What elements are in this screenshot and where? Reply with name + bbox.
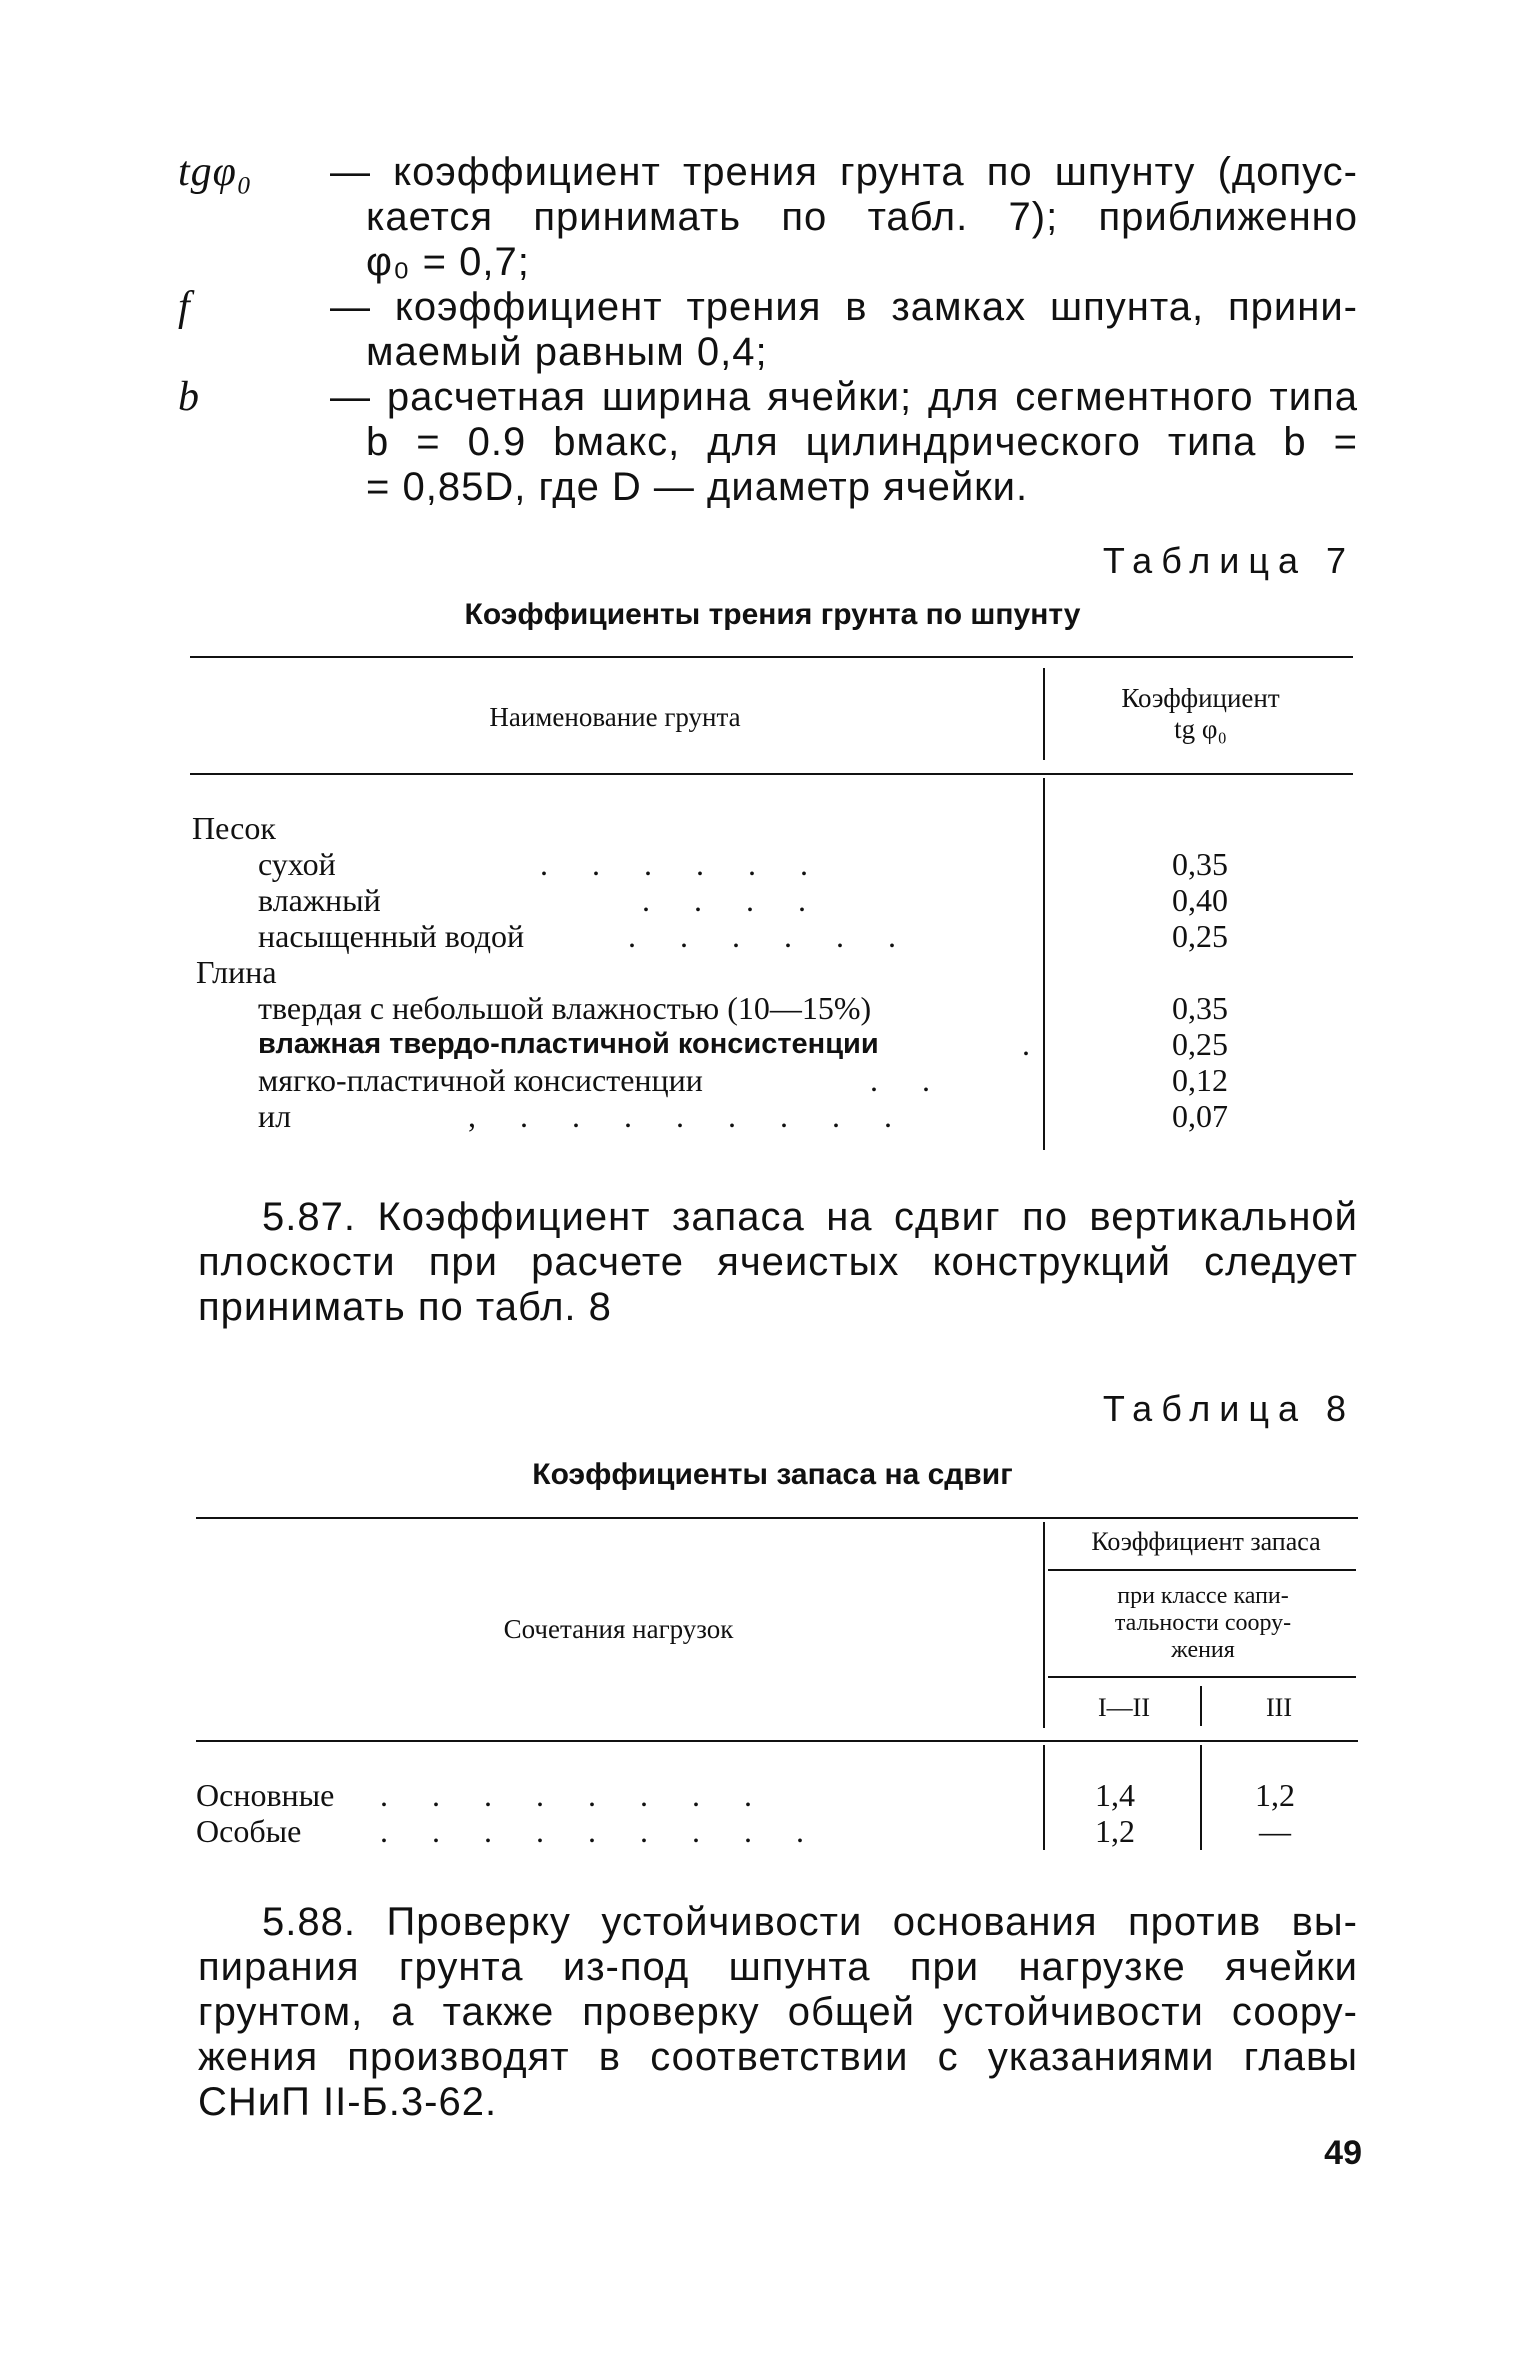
table7-row-name: Песок: [192, 810, 276, 846]
paragraph-line: жения производят в соответствии с указаниями главы: [198, 2035, 1358, 2079]
paragraph-line: пирания грунта из-под шпунта при нагрузке ячейки: [198, 1945, 1358, 1989]
definition-line: кается принимать по табл. 7); приближенно: [366, 195, 1358, 239]
paragraph-5-88: [198, 1900, 1358, 2125]
page-number: 49: [1324, 2134, 1362, 2172]
table7-row-dots: . . . . . .: [540, 846, 826, 882]
table7-body-divider: [1043, 778, 1045, 1150]
table8-sub-header: при классе капи- тальности соору- жения: [1114, 1583, 1292, 1663]
definition-line: — коэффициент трения грунта по шпунту (допус-: [330, 150, 1358, 194]
table8-label: Таблица 8: [1102, 1388, 1355, 1429]
definition-f: [178, 285, 1358, 375]
table8-row-dots: . . . . . . . .: [380, 1777, 770, 1813]
table8-row-dots: . . . . . . . . .: [380, 1813, 822, 1849]
definition-line: = 0,85D, где D — диаметр ячейки.: [366, 465, 1029, 509]
table7-row-name: насыщенный водой: [258, 918, 525, 954]
table8-caption: Коэффициенты запаса на сдвиг: [532, 1458, 1013, 1491]
table8-body-divider: [1043, 1745, 1045, 1850]
table7-row-value: 0,07: [1172, 1098, 1228, 1134]
table8-row-value: 1,2: [1255, 1777, 1295, 1813]
definition-line: φ₀ = 0,7;: [366, 240, 530, 284]
table7-row-name: влажная твердо-пластичной консистенции: [258, 1028, 879, 1060]
table7-row-name: сухой: [258, 846, 336, 882]
paragraph-line: принимать по табл. 8: [198, 1285, 612, 1329]
table8-row-value: 1,2: [1095, 1813, 1135, 1849]
table7-label: Таблица 7: [1102, 540, 1355, 581]
table7-row-dots: .: [1022, 1026, 1030, 1062]
definition-symbol: f: [178, 284, 191, 330]
table7-col2-header-symbol: tg φ₀: [1174, 714, 1227, 744]
table8-body-divider-2: [1200, 1745, 1202, 1850]
table7-row-value: 0,40: [1172, 882, 1228, 918]
paragraph-line: СНиП II-Б.3-62.: [198, 2080, 498, 2124]
paragraph-line: грунтом, а также проверку общей устойчивости соору-: [198, 1990, 1358, 2034]
table7-caption: Коэффициенты трения грунта по шпунту: [464, 598, 1081, 631]
table8-row-name: Основные: [196, 1777, 335, 1813]
table8-row-name: Особые: [196, 1813, 302, 1849]
table8-header-rule: [196, 1740, 1358, 1742]
definition-symbol: tgφ₀: [178, 149, 253, 195]
table7-row-dots: . . . .: [642, 882, 824, 918]
definition-line: — расчетная ширина ячейки; для сегментного типа: [330, 375, 1358, 419]
paragraph-line: 5.87. Коэффициент запаса на сдвиг по вертикальной: [262, 1195, 1358, 1239]
table7-header-rule: [190, 773, 1353, 775]
table8-top-rule: [196, 1517, 1358, 1519]
table7-row-name: Глина: [196, 954, 277, 990]
table8-row-value: —: [1259, 1813, 1291, 1849]
paragraph-5-87: [198, 1195, 1358, 1330]
table7-row-value: 0,35: [1172, 990, 1228, 1026]
table8-col1-header: Сочетания нагрузок: [503, 1614, 734, 1644]
table7-row-value: 0,25: [1172, 1026, 1228, 1062]
table8-class-rule: [1048, 1676, 1356, 1678]
definition-line: маемый равным 0,4;: [366, 330, 768, 374]
definitions-list: [178, 150, 1358, 510]
definition-tgphi: [178, 150, 1358, 285]
paragraph-line: плоскости при расчете ячеистых конструкций следует: [198, 1240, 1358, 1284]
table7-row-name: твердая с небольшой влажностью (10—15%): [258, 990, 872, 1026]
table8-header-divider: [1043, 1522, 1045, 1728]
table8-class-divider: [1200, 1686, 1202, 1726]
table7-header-divider: [1043, 668, 1045, 760]
table7-row-name: влажный: [258, 882, 381, 918]
definition-line: b = 0.9 bмакс, для цилиндрического типа b =: [366, 420, 1358, 464]
table7-row-value: 0,25: [1172, 918, 1228, 954]
table7-row-value: 0,12: [1172, 1062, 1228, 1098]
table7-row-dots: , . . . . . . . .: [468, 1098, 910, 1134]
definition-b: [178, 375, 1358, 510]
table8-group-header: Коэффициент запаса: [1091, 1527, 1321, 1556]
table7-row-name: мягко-пластичной консистенции: [258, 1062, 703, 1098]
table8-class-2: III: [1266, 1693, 1292, 1722]
paragraph-line: 5.88. Проверку устойчивости основания против вы-: [262, 1900, 1358, 1944]
table7-row-dots: . . . . . .: [628, 918, 914, 954]
table7-col2-header: Коэффициент: [1121, 683, 1280, 713]
definition-symbol: b: [178, 374, 200, 420]
table8-group-rule: [1048, 1569, 1356, 1571]
table7-col1-header: Наименование грунта: [489, 702, 741, 732]
definition-line: — коэффициент трения в замках шпунта, прини-: [330, 285, 1358, 329]
table7-row-name: ил: [258, 1098, 292, 1134]
table7-row-value: 0,35: [1172, 846, 1228, 882]
table8-class-1: I—II: [1098, 1693, 1150, 1722]
table7-row-dots: . .: [870, 1062, 948, 1098]
table8-row-value: 1,4: [1095, 1777, 1135, 1813]
table7-top-rule: [190, 656, 1353, 658]
